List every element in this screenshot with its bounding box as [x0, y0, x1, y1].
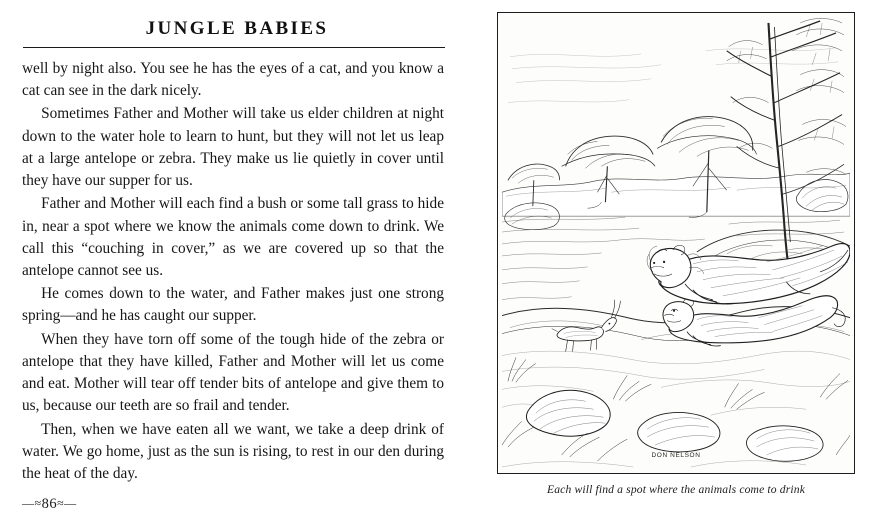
header-divider	[23, 47, 445, 48]
paragraph-6: Then, when we have eaten all we want, we take a deep drink of water. We go home, just as the sun is rising, to rest in our den during the heat of the day.	[22, 420, 444, 483]
page-number-ornament-left: —≈	[22, 496, 42, 510]
paragraph-5: When they have torn off some of the tough hide of the zebra or antelope that they have killed, Father and Mother will let us come and eat. Mother will tear off tender bits of antelope and give them to us, because our teeth are so frail and tender.	[22, 330, 444, 415]
paragraph-1: well by night also. You see he has the eyes of a cat, and you know a cat can see in the dark nicely.	[22, 60, 444, 100]
body-text	[20, 58, 448, 485]
right-page	[470, 0, 880, 527]
illustration-inner	[502, 17, 850, 469]
page-number-value: 86	[41, 496, 58, 512]
page-number-ornament-right: ≈—	[57, 496, 77, 510]
paragraph-4: He comes down to the water, and Father makes just one strong spring—and he has caught our supper.	[22, 285, 444, 325]
paragraph-2: Sometimes Father and Mother will take us elder children at night down to the water hole to learn to hunt, but they will not let us leap at a large antelope or zebra. They make us lie quietly in cover until they have our supper for us.	[22, 105, 444, 190]
artist-signature: DON NELSON	[651, 452, 701, 459]
page-title: JUNGLE BABIES	[145, 18, 329, 39]
paragraph-3: Father and Mother will each find a bush or some tall grass to hide in, near a spot where we know the animals come down to drink. We call this “couching in cover,” as we are covered up so that the antelope cannot see us.	[22, 195, 444, 280]
illustration-caption: Each will find a spot where the animals come to drink	[546, 483, 806, 496]
illustration-frame	[497, 12, 855, 474]
lion-scene-illustration	[502, 17, 850, 469]
page-number	[22, 496, 77, 513]
